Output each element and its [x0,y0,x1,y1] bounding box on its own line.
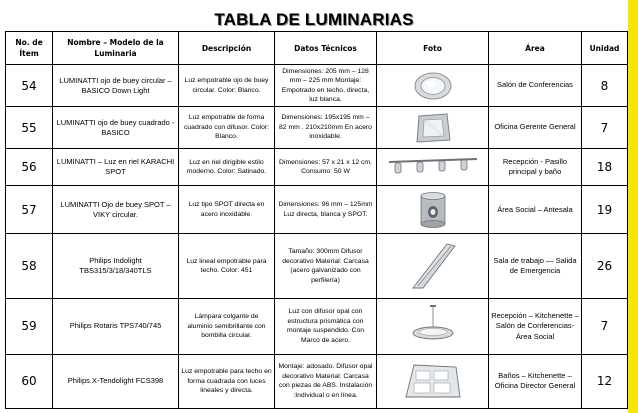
installation-area: Baños – Kitchenette – Oficina Director General [489,354,582,408]
header-description: Descripción [179,32,275,65]
luminaire-name: LUMINATTI Ojo de buey SPOT – VIKY circular. [53,186,179,234]
header-photo: Foto [377,32,489,65]
luminaire-description: Luz empotrable de forma cuadrado con difusor. Color: Blanco. [179,107,275,149]
item-number: 58 [6,234,53,299]
item-number: 60 [6,354,53,408]
linear-fixture-icon [403,240,463,292]
luminaire-description: Luz empotrable ojo de buey circular. Color: Blanco. [179,65,275,107]
yellow-accent-bar [628,0,638,413]
page-title: TABLA DE LUMINARIAS [214,10,414,29]
square-downlight-icon [413,112,453,144]
luminaire-description: Luz tipo SPOT directa en acero inoxidable. [179,186,275,234]
header-item: No. de Ítem [6,32,53,65]
installation-area: Área Social – Antesala [489,186,582,234]
luminaire-photo [377,65,489,107]
track-spot-icon [385,154,481,180]
luminaire-photo [377,149,489,186]
luminaire-technical: Montaje: adosado. Difusor opal decorativo Material: Carcasa con piezas de ABS. Instalación :Individual o en línea. [275,354,377,408]
unit-count: 7 [582,299,628,354]
table-row [6,354,628,408]
luminaire-name: LUMINATTI – Luz en riel KARACHI SPOT [53,149,179,186]
item-number: 54 [6,65,53,107]
luminaire-technical: Dimensiones: 96 mm – 125mm Luz directa, blanca y SPOT. [275,186,377,234]
unit-count: 12 [582,354,628,408]
luminaire-name: Philips X-Tendolight FCS398 [53,354,179,408]
installation-area: Recepción – Kitchenette – Salón de Conferencias- Área Social [489,299,582,354]
luminaires-table [5,31,628,409]
table-row [6,107,628,149]
installation-area: Recepción - Pasillo principal y baño [489,149,582,186]
luminaire-name: Philips Indolight TBS315/3/18/340TLS [53,234,179,299]
item-number: 59 [6,299,53,354]
luminaire-photo [377,299,489,354]
installation-area: Salón de Conferencias [489,65,582,107]
header-row [6,32,628,65]
unit-count: 26 [582,234,628,299]
unit-count: 19 [582,186,628,234]
table-row [6,299,628,354]
table-row [6,234,628,299]
item-number: 56 [6,149,53,186]
luminaire-photo [377,107,489,149]
header-name: Nombre – Modelo de la Luminaria [53,32,179,65]
table-row [6,65,628,107]
luminaire-technical: Dimensiones: 195x195 mm – 82 mm . 210x210mm En acero inoxidable. [275,107,377,149]
luminaire-technical: Dimensiones: 57 x 21 x 12 cm. Consumo: 50 W [275,149,377,186]
cylinder-spot-icon [416,191,450,229]
table-row [6,186,628,234]
unit-count: 18 [582,149,628,186]
pendant-lamp-icon [408,303,458,349]
installation-area: Sala de trabajo — Salida de Emergencia [489,234,582,299]
header-technical: Datos Técnicos [275,32,377,65]
unit-count: 8 [582,65,628,107]
luminaire-description: Lámpara colgante de aluminio semibrillante con bombilla circular. [179,299,275,354]
header-area: Área [489,32,582,65]
header-unit: Unidad [582,32,628,65]
panel-fixture-icon [402,359,464,403]
luminaire-description: Luz lineal empotrable para techo. Color: 451 [179,234,275,299]
luminaire-name: LUMINATTI ojo de buey circular – BASICO Down Light [53,65,179,107]
luminaire-technical: Tamaño: 300mm Difusor decorativo Material: Carcasa (acero galvanizado con perfilería) [275,234,377,299]
luminaire-name: Philips Rotaris TPS740/745 [53,299,179,354]
luminaire-photo [377,354,489,408]
luminaire-technical: Luz con difusor opal con estructura prismática con montaje suspendido. Con Marco de acero. [275,299,377,354]
luminaire-name: LUMINATTI ojo de buey cuadrado - BASICO [53,107,179,149]
table-row [6,149,628,186]
luminaire-photo [377,234,489,299]
luminaire-photo [377,186,489,234]
luminaire-technical: Dimensiones: 205 mm – 128 mm – 225 mm Montaje: Empotrado en techo, directa, luz blanca. [275,65,377,107]
unit-count: 7 [582,107,628,149]
item-number: 55 [6,107,53,149]
luminaire-description: Luz empotrable para techo en forma cuadrada con luces lineales y directa. [179,354,275,408]
item-number: 57 [6,186,53,234]
luminaire-description: Luz en riel dirigible estilo moderno. Color: Satinado. [179,149,275,186]
round-downlight-icon [413,71,453,101]
installation-area: Oficina Gerente General [489,107,582,149]
